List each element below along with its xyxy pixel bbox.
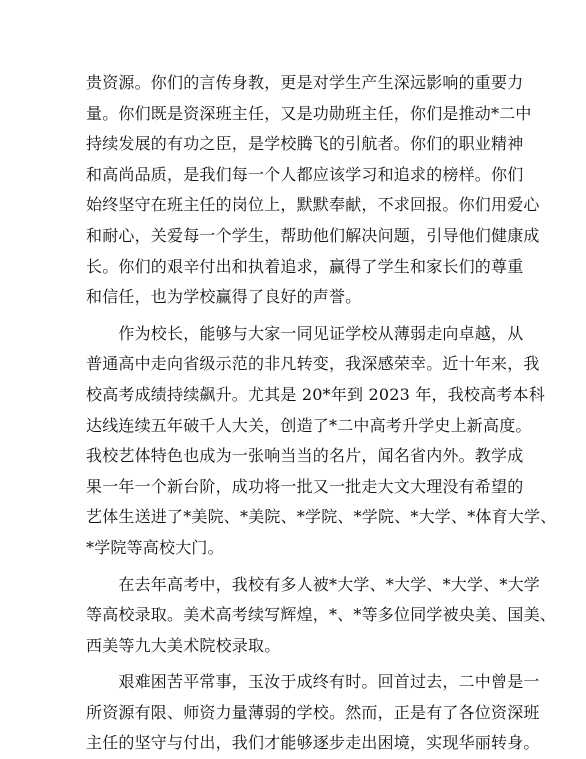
text-line: 作为校长，能够与大家一同见证学校从薄弱走向卓越，从 [86,323,524,343]
text-line: 达线连续五年破千人大关，创造了*二中高考升学史上新高度。 [86,415,532,435]
text-line: 在去年高考中，我校有多人被*大学、*大学、*大学、*大学 [86,574,541,594]
text-line: 我校艺体特色也成为一张响当当的名片，闻名省内外。教学成 [86,446,524,466]
text-line: 校高考成绩持续飙升。尤其是 20*年到 2023 年，我校高考本科 [86,384,545,404]
text-line: 艺体生送进了*美院、*美院、*学院、*学院、*大学、*体育大学、 [86,507,557,527]
text-line: 量。你们既是资深班主任，又是功勋班主任，你们是推动*二中 [86,103,532,123]
text-line: 所资源有限、师资力量薄弱的学校。然而，正是有了各位资深班 [86,702,540,722]
text-line: 持续发展的有功之臣，是学校腾飞的引航者。你们的职业精神 [86,134,524,154]
text-line: 西美等九大美术院校录取。 [86,635,281,655]
text-line: 果一年一个新台阶，成功将一批又一批走大文大理没有希望的 [86,476,524,496]
paragraph-3 [86,570,557,662]
text-line: 和高尚品质，是我们每一个人都应该学习和追求的榜样。你们 [86,164,524,184]
text-line: 艰难困苦平常事，玉汝于成终有时。回首过去，二中曾是一 [86,672,540,692]
text-line: 长。你们的艰辛付出和执着追求，赢得了学生和家长们的尊重 [86,256,524,276]
text-line: 始终坚守在班主任的岗位上，默默奉献，不求回报。你们用爱心 [86,195,540,215]
text-line: 和耐心，关爱每一个学生，帮助他们解决问题，引导他们健康成 [86,225,540,245]
text-line: 贵资源。你们的言传身教，更是对学生产生深远影响的重要力 [86,73,524,92]
text-line: 普通高中走向省级示范的非凡转变，我深感荣幸。近十年来，我 [86,354,540,374]
document-page [86,68,557,759]
text-line: 等高校录取。美术高考续写辉煌，*、*等多位同学被央美、国美、 [86,605,557,625]
paragraph-2 [86,319,557,564]
text-line: *学院等高校大门。 [86,537,224,557]
text-line: 主任的坚守与付出，我们才能够逐步走出困境，实现华丽转身。 [86,733,540,753]
paragraph-1 [86,68,540,313]
paragraph-4 [86,667,540,759]
text-line: 和信任，也为学校赢得了良好的声誉。 [86,287,362,307]
